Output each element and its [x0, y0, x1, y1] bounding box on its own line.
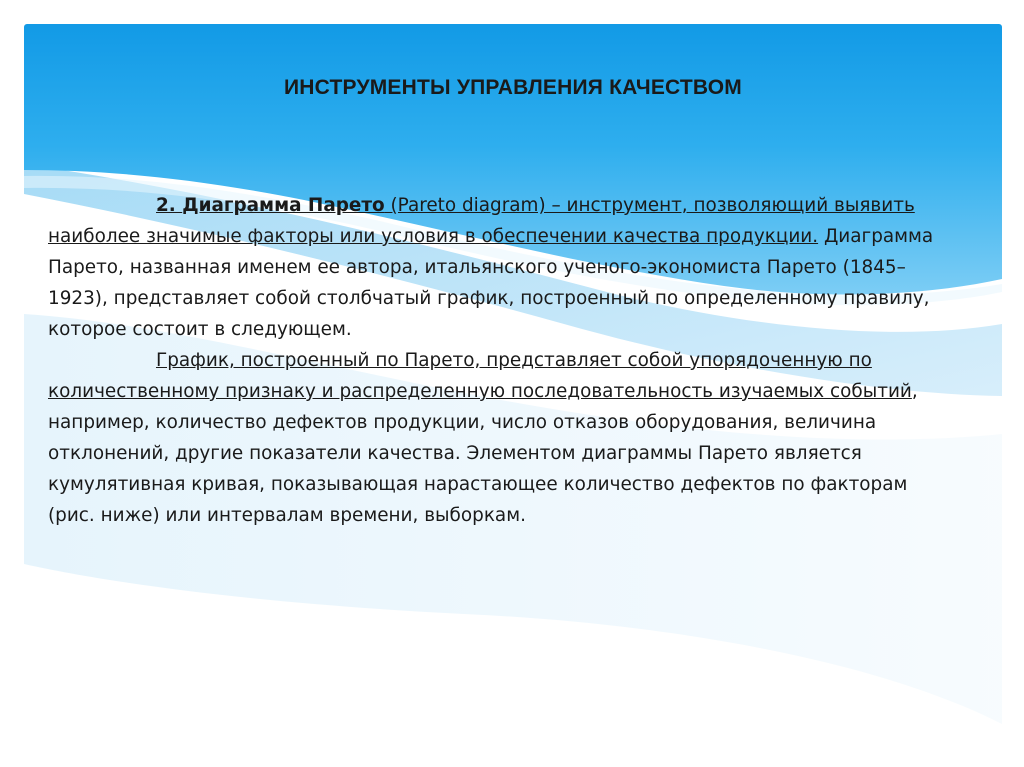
chart-underlined: График, построенный по Парето, представляет собой упорядоченную по количественному признаку и распределенную последовательность изучаемых событий — [48, 350, 912, 402]
paragraph-pareto-chart — [48, 345, 948, 531]
definition-text: (Pareto diagram) – инструмент, позволяющий выявить наиболее значимые факторы или условия в обеспечении качества продукции. — [48, 195, 915, 247]
term-pareto-diagram: Диаграмма Парето — [182, 195, 385, 216]
slide — [24, 24, 1002, 754]
definition-underlined — [48, 195, 915, 247]
paragraph-pareto-definition — [48, 190, 948, 345]
definition-rest: Диаграмма Парето, названная именем ее автора, итальянского ученого-экономиста Парето (1845–1923), представляет собой столбчатый график, построенный по определенному правилу, которое состоит в следующем. — [48, 226, 934, 340]
chart-rest: , например, количество дефектов продукции, число отказов оборудования, величина отклонений, другие показатели качества. Элементом диаграммы Парето является кумулятивная кривая, показывающая нарастающее количество дефектов по факторам (рис. ниже) или интервалам времени, выборкам. — [48, 381, 918, 526]
item-number: 2. — [156, 195, 183, 216]
body-text — [48, 190, 948, 531]
slide-title: ИНСТРУМЕНТЫ УПРАВЛЕНИЯ КАЧЕСТВОМ — [284, 76, 742, 99]
